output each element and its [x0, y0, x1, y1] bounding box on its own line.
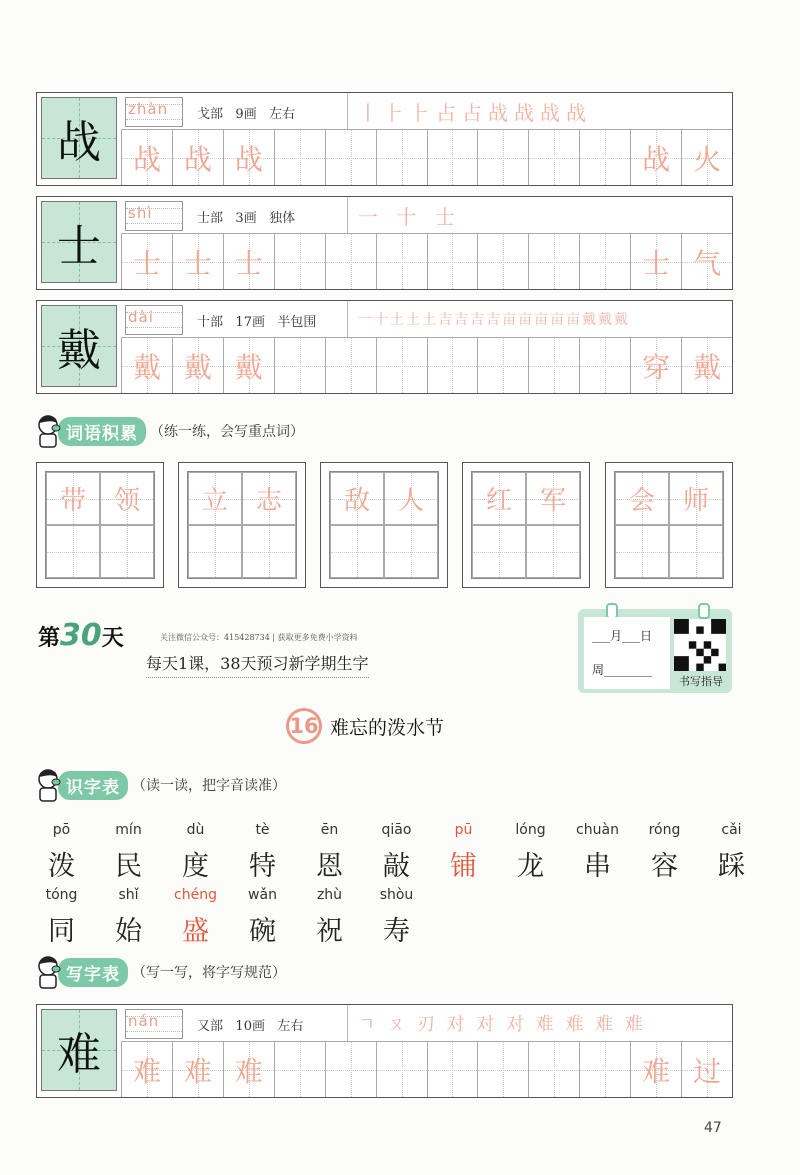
practice-cell[interactable]	[376, 338, 427, 393]
practice-cell[interactable]	[325, 130, 376, 185]
char-card-nan	[36, 1004, 733, 1098]
reading-item: tè 特	[249, 822, 276, 882]
stroke-order: 一十土土土吉吉吉吉亩亩亩亩亩戴戴戴	[347, 301, 630, 337]
main-char: 战	[57, 117, 101, 168]
reading-item: chuàn 串	[576, 822, 619, 882]
pinyin-box	[125, 305, 183, 335]
stroke-count: 3画	[235, 211, 257, 226]
practice-cell[interactable]	[528, 1042, 579, 1097]
practice-cell[interactable]: 过	[681, 1042, 732, 1097]
pinyin: zhàn	[128, 100, 169, 118]
reading-item: cǎi 踩	[718, 822, 745, 882]
reading-item: shòu 寿	[379, 887, 414, 947]
section-note: （读一读，把字音读准）	[132, 778, 286, 794]
section-title: 写字表	[58, 958, 128, 987]
practice-cell[interactable]	[528, 338, 579, 393]
vocab-cell[interactable]	[242, 525, 296, 578]
structure: 左右	[277, 1019, 304, 1034]
practice-cells	[121, 234, 732, 289]
boy-reading-icon	[34, 768, 64, 802]
pinyin: nán	[128, 1012, 160, 1030]
day-slogan: 每天1课，38天预习新学期生字	[146, 651, 369, 678]
reading-row-1	[28, 822, 765, 883]
radical: 又部	[197, 1019, 224, 1034]
practice-cell[interactable]	[274, 234, 325, 289]
main-char: 士	[57, 221, 101, 272]
char-card-1	[36, 92, 733, 186]
stroke-order: 一 十 士	[347, 197, 461, 233]
practice-cell[interactable]: 战	[223, 130, 274, 185]
reading-item: tóng 同	[45, 887, 78, 947]
day-label: 第30天	[38, 618, 124, 653]
char-info	[197, 311, 316, 330]
vocab-cell[interactable]: 立	[188, 472, 242, 525]
practice-cell[interactable]: 戴	[121, 338, 172, 393]
practice-cell[interactable]	[325, 234, 376, 289]
char-card-2	[36, 196, 733, 290]
date-box: ___月___日 周________ 书写指导	[578, 609, 732, 693]
char-info	[197, 207, 295, 226]
char-card-3	[36, 300, 733, 394]
practice-cell[interactable]: 士	[172, 234, 223, 289]
month-label: 月	[610, 629, 623, 643]
practice-cell[interactable]: 难	[223, 1042, 274, 1097]
radical: 戈部	[197, 107, 224, 122]
vocab-cell[interactable]	[615, 525, 669, 578]
reading-item-highlight: pū 铺	[450, 822, 477, 882]
reading-section-heading	[34, 768, 286, 802]
practice-cell[interactable]	[579, 130, 630, 185]
pinyin-box	[125, 97, 183, 127]
practice-cell[interactable]	[477, 234, 528, 289]
practice-cell[interactable]	[477, 130, 528, 185]
stroke-count: 17画	[235, 315, 265, 330]
practice-cells	[121, 130, 732, 185]
week-label: 周	[592, 663, 605, 677]
practice-cell[interactable]: 士	[223, 234, 274, 289]
vocab-cell[interactable]: 人	[384, 472, 438, 525]
vocab-cell[interactable]: 会	[615, 472, 669, 525]
radical: 十部	[197, 315, 224, 330]
reading-item: dù 度	[182, 822, 209, 882]
reading-item: zhù 祝	[316, 887, 343, 947]
main-char-box	[41, 1009, 117, 1091]
practice-cell[interactable]: 战	[121, 130, 172, 185]
pinyin-box	[125, 1009, 183, 1039]
boy-reading-icon	[34, 955, 64, 989]
vocab-cell[interactable]	[100, 525, 154, 578]
vocab-box	[462, 462, 590, 588]
promo-note: 关注微信公众号：415428734 | 获取更多免费小学资料	[160, 633, 358, 642]
vocab-cell[interactable]	[472, 525, 526, 578]
vocab-box	[178, 462, 306, 588]
vocab-cell[interactable]: 敌	[330, 472, 384, 525]
vocab-box	[320, 462, 448, 588]
practice-cell[interactable]: 戴	[223, 338, 274, 393]
vocab-cell[interactable]: 军	[526, 472, 580, 525]
practice-cell[interactable]: 难	[630, 1042, 681, 1097]
page-number: 47	[704, 1120, 722, 1136]
reading-row-2	[28, 887, 430, 948]
practice-cell[interactable]	[579, 234, 630, 289]
practice-cell[interactable]	[274, 338, 325, 393]
stroke-order: ㄱ ㄡ 刃 对 对 对 难 难 难 难	[347, 1005, 646, 1041]
practice-cell[interactable]	[427, 234, 478, 289]
radical: 士部	[197, 211, 224, 226]
vocab-section-heading	[34, 414, 304, 448]
practice-cell[interactable]	[376, 234, 427, 289]
practice-cells	[121, 1042, 732, 1097]
practice-cell[interactable]: 士	[630, 234, 681, 289]
pinyin-box	[125, 201, 183, 231]
stroke-count: 9画	[235, 107, 257, 122]
reading-item: mín 民	[115, 822, 142, 882]
practice-cell[interactable]	[579, 338, 630, 393]
stroke-order: 丨⺊⺊占占战战战战	[347, 93, 592, 129]
practice-cell[interactable]: 士	[121, 234, 172, 289]
vocab-cell[interactable]	[188, 525, 242, 578]
structure: 半包围	[277, 315, 317, 330]
section-title: 识字表	[58, 771, 128, 800]
practice-cell[interactable]: 难	[172, 1042, 223, 1097]
practice-cell[interactable]: 火	[681, 130, 732, 185]
main-char-box	[41, 97, 117, 179]
reading-item-highlight: chéng 盛	[174, 887, 217, 947]
vocab-box	[605, 462, 733, 588]
section-note: （练一练，会写重点词）	[150, 424, 304, 440]
vocab-cell[interactable]: 师	[669, 472, 723, 525]
writing-section-heading	[34, 955, 286, 989]
vocab-cell[interactable]	[46, 525, 100, 578]
vocab-cell[interactable]: 领	[100, 472, 154, 525]
char-info	[197, 103, 295, 122]
main-char-box	[41, 305, 117, 387]
practice-cell[interactable]	[427, 130, 478, 185]
vocab-box	[36, 462, 164, 588]
structure: 独体	[269, 211, 296, 226]
lesson-name: 难忘的泼水节	[330, 716, 445, 739]
practice-cells	[121, 338, 732, 393]
reading-item: qiāo 敲	[381, 822, 412, 882]
writing-guide-label[interactable]: 书写指导	[679, 675, 723, 688]
reading-item: pō 泼	[48, 822, 75, 882]
structure: 左右	[269, 107, 296, 122]
practice-cell[interactable]	[427, 338, 478, 393]
main-char-box	[41, 201, 117, 283]
lesson-number-badge: 16	[286, 708, 322, 744]
practice-cell[interactable]	[528, 234, 579, 289]
practice-cell[interactable]: 气	[681, 234, 732, 289]
reading-item: ēn 恩	[316, 822, 343, 882]
practice-cell[interactable]	[274, 130, 325, 185]
lesson-title	[286, 708, 444, 744]
practice-cell[interactable]	[477, 338, 528, 393]
practice-cell[interactable]	[325, 1042, 376, 1097]
reading-item: shǐ 始	[115, 887, 142, 947]
practice-cell[interactable]	[528, 130, 579, 185]
practice-cell[interactable]: 戴	[172, 338, 223, 393]
day-field-label: 日	[640, 629, 653, 643]
section-title: 词语积累	[58, 417, 146, 446]
boy-reading-icon	[34, 414, 64, 448]
pinyin: shì	[128, 204, 153, 222]
practice-cell[interactable]: 穿	[630, 338, 681, 393]
practice-cell[interactable]	[274, 1042, 325, 1097]
practice-cell[interactable]: 战	[630, 130, 681, 185]
practice-cell[interactable]: 戴	[681, 338, 732, 393]
practice-cell[interactable]	[376, 1042, 427, 1097]
practice-cell[interactable]	[376, 130, 427, 185]
section-note: （写一写，将字写规范）	[132, 965, 286, 981]
practice-cell[interactable]	[325, 338, 376, 393]
reading-item: róng 容	[648, 822, 681, 882]
vocab-cell[interactable]: 红	[472, 472, 526, 525]
reading-item: lóng 龙	[515, 822, 546, 882]
practice-cell[interactable]	[477, 1042, 528, 1097]
vocab-cell[interactable]: 带	[46, 472, 100, 525]
char-info	[197, 1015, 303, 1034]
vocab-cell[interactable]	[669, 525, 723, 578]
vocab-cell[interactable]	[330, 525, 384, 578]
practice-cell[interactable]: 难	[121, 1042, 172, 1097]
reading-item: wǎn 碗	[248, 887, 277, 947]
practice-cell[interactable]: 战	[172, 130, 223, 185]
stroke-count: 10画	[235, 1019, 265, 1034]
day-number: 30	[60, 618, 102, 653]
practice-cell[interactable]	[427, 1042, 478, 1097]
vocab-cell[interactable]	[384, 525, 438, 578]
qr-code-icon[interactable]	[674, 619, 726, 671]
main-char: 难	[57, 1029, 101, 1080]
vocab-cell[interactable]: 志	[242, 472, 296, 525]
main-char: 戴	[57, 325, 101, 376]
vocab-cell[interactable]	[526, 525, 580, 578]
practice-cell[interactable]	[579, 1042, 630, 1097]
pinyin: dài	[128, 308, 154, 326]
